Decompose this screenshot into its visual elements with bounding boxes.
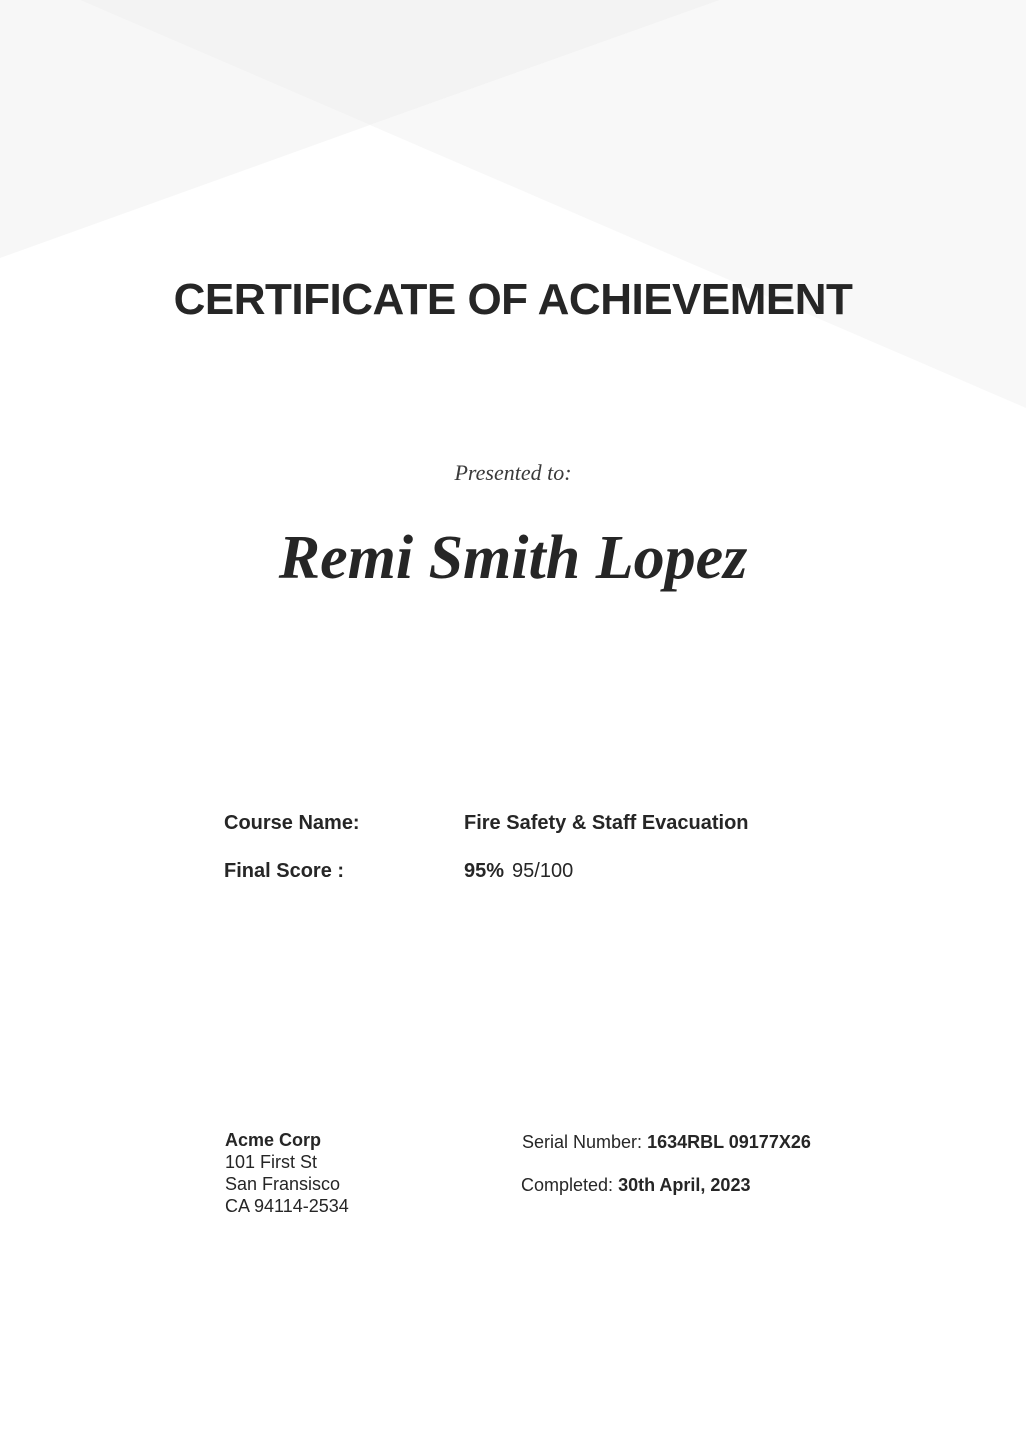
completed-date	[521, 1173, 750, 1197]
course-name-label: Course Name:	[224, 812, 360, 834]
final-score-label: Final Score :	[224, 860, 345, 882]
issuer-block	[225, 1129, 349, 1217]
presented-to-label: Presented to:	[454, 460, 572, 485]
serial-number	[522, 1130, 811, 1154]
serial-number-label: Serial Number:	[522, 1132, 643, 1152]
completed-label: Completed:	[521, 1175, 614, 1195]
final-score-value	[464, 858, 573, 884]
issuer-address-line3: CA 94114-2534	[225, 1196, 349, 1216]
course-name-value: Fire Safety & Staff Evacuation	[464, 812, 749, 834]
score-fraction: 95/100	[512, 860, 574, 882]
recipient-name: Remi Smith Lopez	[278, 524, 748, 592]
issuer-name: Acme Corp	[225, 1130, 322, 1150]
issuer-address-line2: San Fransisco	[225, 1174, 341, 1194]
score-percent: 95%	[464, 860, 505, 882]
certificate-title: CERTIFICATE OF ACHIEVEMENT	[173, 275, 853, 324]
completed-value: 30th April, 2023	[618, 1175, 751, 1195]
issuer-address-line1: 101 First St	[225, 1152, 318, 1172]
serial-number-value: 1634RBL 09177X26	[647, 1132, 811, 1152]
